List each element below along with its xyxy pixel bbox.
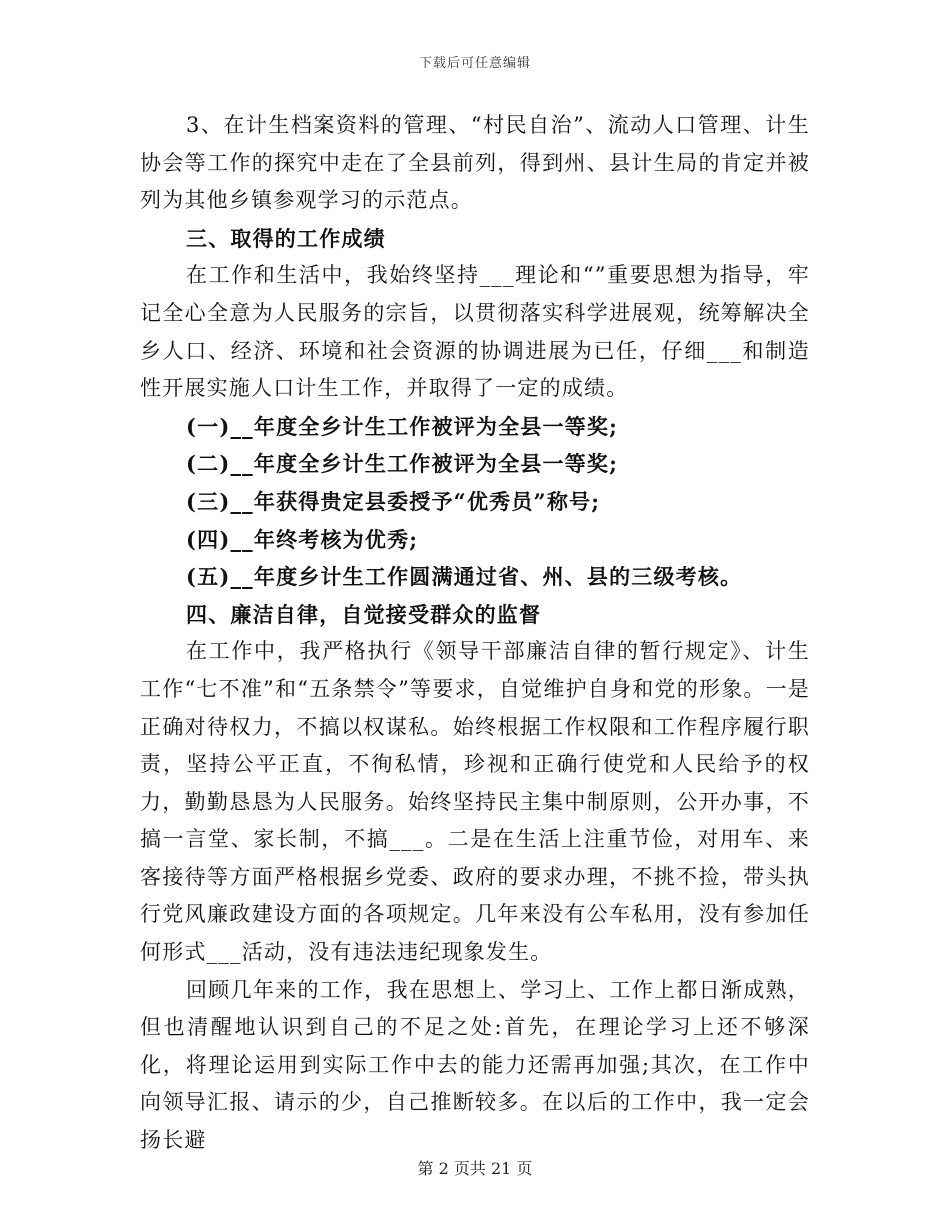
page-number: 第 2 页共 21 页 (417, 1159, 533, 1178)
paragraph-achievement-3: 3、在计生档案资料的管理、“村民自治”、流动人口管理、计生协会等工作的探究中走在了全县前列，得到州、县计生局的肯定并被列为其他乡镇参观学习的示范点。 (140, 113, 810, 213)
paragraph-work-summary: 在工作和生活中，我始终坚持___理论和“”重要思想为指导，牢记全心全意为人民服务的宗旨，以贯彻落实科学进展观，统筹解决全乡人口、经济、环境和社会资源的协调进展为已任，仔细___和制造性开展实施人口计生工作，并取得了一定的成绩。 (140, 263, 810, 401)
award-item-3: (三)__年获得贵定县委授予“优秀员”称号; (186, 488, 601, 514)
section-heading-achievements: 三、取得的工作成绩 (186, 225, 386, 251)
award-item-1: (一)__年度全乡计生工作被评为全县一等奖; (186, 413, 619, 439)
award-item-2: (二)__年度全乡计生工作被评为全县一等奖; (186, 451, 619, 477)
award-item-4: (四)__年终考核为优秀; (186, 526, 419, 552)
page-header: 下载后可任意编辑 (418, 56, 531, 71)
paragraph-review: 回顾几年来的工作，我在思想上、学习上、工作上都日渐成熟，但也清醒地认识到自己的不足之处:首先，在理论学习上还不够深化，将理论运用到实际工作中去的能力还需再加强;其次，在工作中向领导汇报、请示的少，自己推断较多。在以后的工作中，我一定会扬长避 (140, 977, 810, 1153)
section-heading-integrity: 四、廉洁自律，自觉接受群众的监督 (186, 601, 542, 627)
award-item-5: (五)__年度乡计生工作圆满通过省、州、县的三级考核。 (186, 564, 743, 590)
paragraph-integrity: 在工作中，我严格执行《领导干部廉洁自律的暂行规定》、计生工作“七不准”和“五条禁令”等要求，自觉维护自身和党的形象。一是正确对待权力，不搞以权谋私。始终根据工作权限和工作程序履行职责，坚持公平正直，不徇私情，珍视和正确行使党和人民给予的权力，勤勤恳恳为人民服务。始终坚持民主集中制原则，公开办事，不搞一言堂、家长制，不搞___。二是在生活上注重节俭，对用车、来客接待等方面严格根据乡党委、政府的要求办理，不挑不捡，带头执行党风廉政建设方面的各项规定。几年来没有公车私用，没有参加任何形式___活动，没有违法违纪现象发生。 (140, 639, 810, 965)
document-body (140, 107, 810, 1160)
